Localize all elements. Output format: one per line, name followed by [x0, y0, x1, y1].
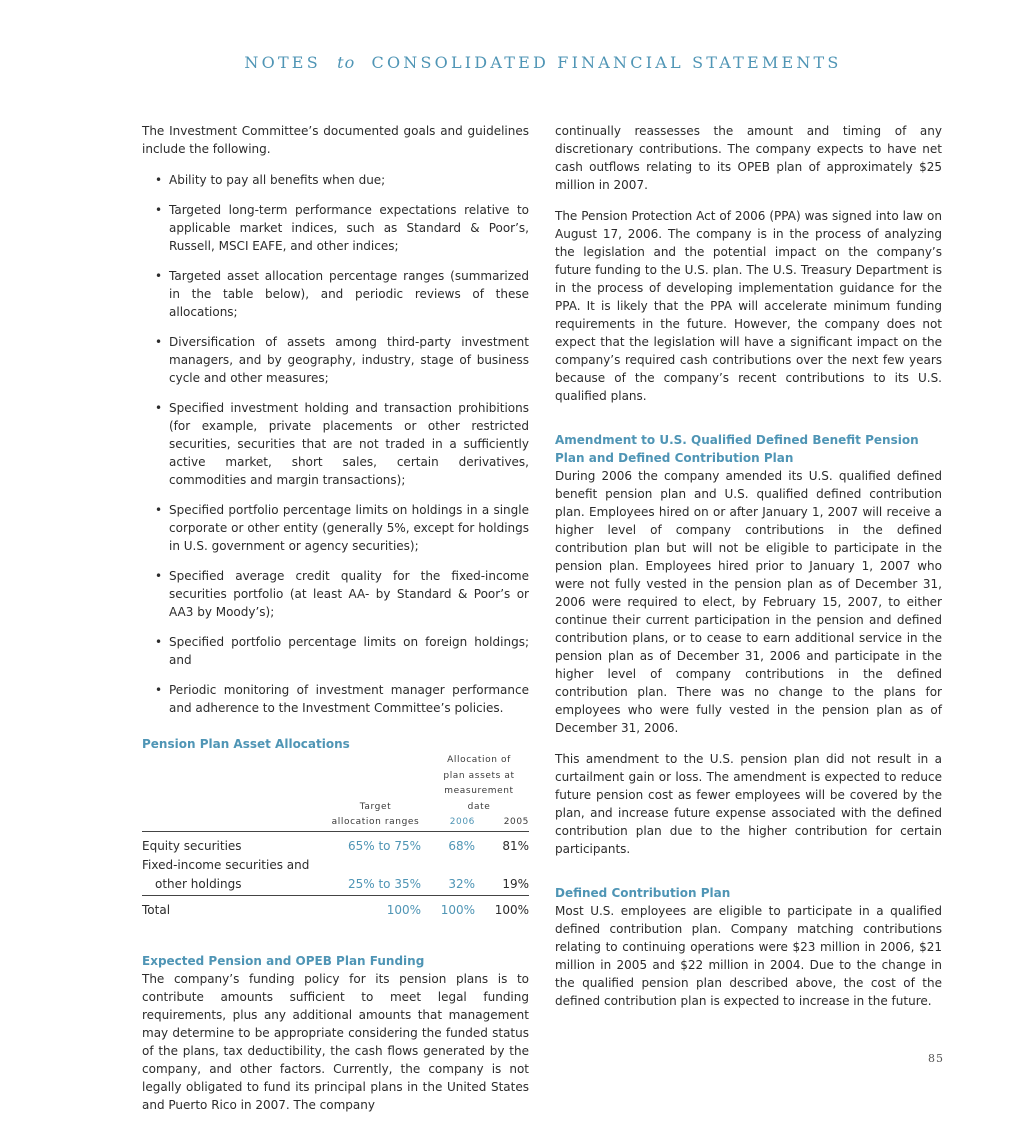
guideline-item: • Periodic monitoring of investment manager performance and adherence to the Investment Committee’s policies. — [142, 681, 529, 717]
guideline-item: • Specified portfolio percentage limits on foreign holdings; and — [142, 633, 529, 669]
ppa-paragraph: The Pension Protection Act of 2006 (PPA) was signed into law on August 17, 2006. The company is in the process of analyzing the legislation and the potential impact on the company’s future funding to the U.S. plan. The U.S. Treasury Department is in the process of developing implementation guidance for the PPA. It is likely that the PPA will accelerate minimum funding requirements in the future. However, the company does not expect that the legislation will have a significant impact on the company’s required cash contributions over the next few years because of the company’s recent contributions to its U.S. qualified plans. — [555, 209, 942, 403]
defined-contribution-heading: Defined Contribution Plan — [555, 886, 731, 900]
row-target: 25% to 35% — [322, 874, 429, 896]
allocation-header: Allocation of plan assets at measurement — [443, 755, 515, 796]
funding-heading: Expected Pension and OPEB Plan Funding — [142, 953, 425, 968]
header-notes: NOTES — [244, 53, 321, 72]
target-header: Target — [359, 801, 392, 812]
guideline-item: • Targeted long-term performance expectations relative to applicable market indices, such as Standard & Poor’s, Russell, MSCI EAFE, and other indices; — [142, 201, 529, 255]
guideline-item: • Ability to pay all benefits when due; — [142, 171, 529, 189]
page-header — [0, 53, 1024, 72]
row-2006: 68% — [448, 838, 475, 853]
guideline-item: • Specified portfolio percentage limits on holdings in a single corporate or other entity (generally 5%, except for holdings in U.S. government or agency securities); — [142, 501, 529, 555]
row-target: 65% to 75% — [347, 838, 421, 853]
total-2005: 100% — [483, 895, 529, 919]
header-to: to — [337, 53, 356, 72]
amendment-paragraph: During 2006 the company amended its U.S. qualified defined benefit pension plan and U.S. qualified defined contribution plan. Employees hired on or after January 1, 2007 will receive a higher level of company contributions in the defined contribution plan but will not be eligible to participate in the pension plan. Employees hired prior to January 1, 2007 who were not fully vested in the pension plan as of December 31, 2006 were required to elect, by February 15, 2007, to either continue their current participation in the pension and defined contribution plans, or to cease to earn additional service in the pension plan as of December 31, 2006 and participate in the higher level of company contributions in the defined contribution plan. There was no change to the plans for employees who were fully vested in the pension plan as of December 31, 2006. — [555, 469, 942, 735]
header-title: CONSOLIDATED FINANCIAL STATEMENTS — [371, 53, 842, 72]
row-2005: 19% — [483, 874, 529, 896]
right-column — [555, 122, 942, 1010]
table-total-row — [142, 895, 529, 919]
table-row — [142, 855, 529, 874]
guidelines-list — [142, 171, 529, 717]
year-2005-header: 2005 — [483, 815, 529, 831]
table-row — [142, 874, 529, 896]
guideline-item: • Targeted asset allocation percentage ranges (summarized in the table below), and periodic reviews of these allocations; — [142, 267, 529, 321]
year-2006-header: 2006 — [429, 815, 483, 831]
row-2006: 32% — [429, 874, 483, 896]
left-column — [142, 122, 529, 1114]
total-target: 100% — [322, 895, 429, 919]
funding-paragraph: The company’s funding policy for its pension plans is to contribute amounts sufficient to meet legal funding requirements, plus any additional amounts that management may determine to be appropriate considering the funded status of the plans, tax deductibility, the cash flows generated by the company, and other factors. Currently, the company is not legally obligated to fund its principal plans in the United States and Puerto Rico in 2007. The company — [142, 971, 529, 1112]
date-header: date — [467, 801, 491, 812]
allocation-table-title: Pension Plan Asset Allocations — [142, 737, 350, 751]
guideline-item: • Specified investment holding and transaction prohibitions (for example, private placements or other restricted securities, securities that are not traded in a sufficiently active market, short sales, certain derivatives, commodities and margin transactions); — [142, 399, 529, 489]
allocation-table — [142, 753, 529, 919]
total-label: Total — [142, 895, 322, 919]
intro-paragraph: The Investment Committee’s documented goals and guidelines include the following. — [142, 124, 529, 156]
row-label-continued: other holdings — [142, 874, 322, 896]
row-label: Equity securities — [142, 838, 242, 853]
table-row — [142, 831, 529, 855]
row-2005: 81% — [502, 838, 529, 853]
guideline-item: • Diversification of assets among third-party investment managers, and by geography, industry, stage of business cycle and other measures; — [142, 333, 529, 387]
defined-contribution-paragraph: Most U.S. employees are eligible to participate in a qualified defined contribution plan. Company matching contributions relating to continuing operations were $23 million in 2006, $21 million in 2005 and $22 million in 2004. Due to the change in the qualified pension plan described above, the cost of the defined contribution plan is expected to increase in the future. — [555, 904, 942, 1008]
guideline-item: • Specified average credit quality for the fixed-income securities portfolio (at least AA- by Standard & Poor’s or AA3 by Moody’s); — [142, 567, 529, 621]
total-2006: 100% — [429, 895, 483, 919]
page-number: 85 — [928, 1052, 944, 1065]
target-subheader: allocation ranges — [322, 815, 429, 831]
curtailment-paragraph: This amendment to the U.S. pension plan did not result in a curtailment gain or loss. The amendment is expected to reduce future pension cost as fewer employees will be covered by the plan, and increase future expense associated with the defined contribution plan due to the higher contribution for certain participants. — [555, 752, 942, 856]
contributions-paragraph: continually reassesses the amount and timing of any discretionary contributions. The company expects to have net cash outflows relating to its OPEB plan of approximately $25 million in 2007. — [555, 124, 942, 192]
amendment-heading: Amendment to U.S. Qualified Defined Benefit Pension Plan and Defined Contribution Plan — [555, 433, 919, 465]
row-label: Fixed-income securities and — [142, 857, 310, 872]
